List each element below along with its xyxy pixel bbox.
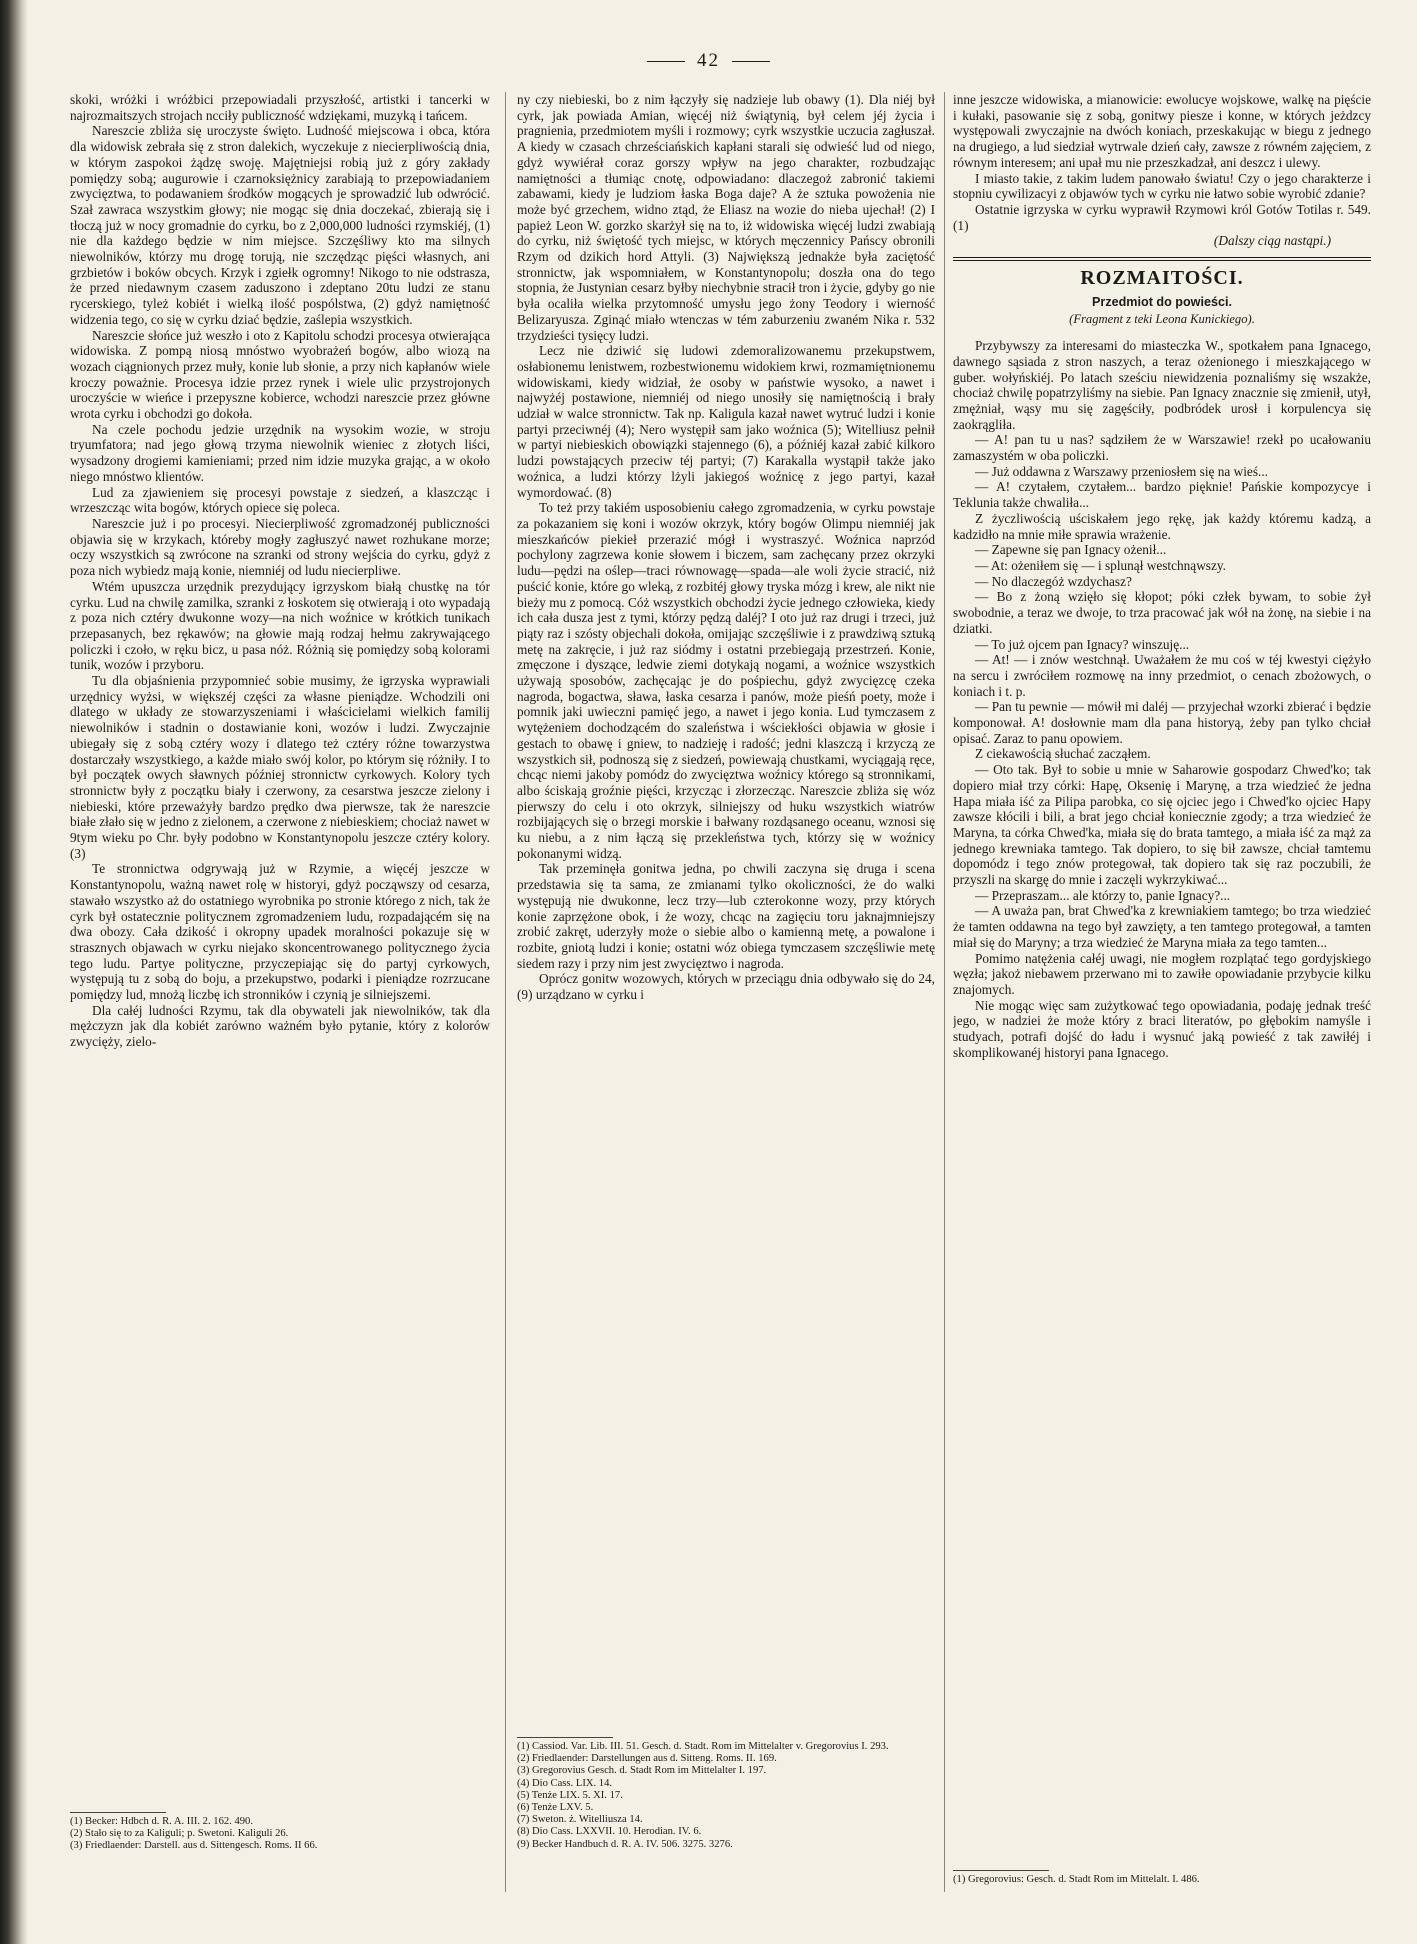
- footnote: (6) Tenże LXV. 5.: [517, 1802, 594, 1814]
- paragraph: Tak przeminęła gonitwa jedna, po chwili zaczyna się druga i scena przedstawia się ta sama, ze zmianami tylko okoliczności, że do walki występują nie dwukonne, lecz trzy—lub czterokonne wozy, przy których konie zaprzężone obok, i że wozy, chcąc na zagięciu toru jaknajmniejszy zrobić zakręt, uderzyły może o siebie albo o kamienną metę, a powalone i rozbite, gniotą ludzi i konie; ostatni wóz obiega tymczasem szczęśliwie metę siedem razy i przy nim jest zwycięztwo i nagroda.: [517, 861, 935, 971]
- footnote: (1) Gregorovius: Gesch. d. Stadt Rom im Mittelalt. I. 486.: [953, 1874, 1200, 1885]
- footnotes-column-3: [953, 1870, 1371, 1886]
- continued-note: (Dalszy ciąg nastąpi.): [1213, 233, 1331, 249]
- column-2: [517, 92, 935, 1892]
- paragraph: Pomimo natężenia całéj uwagi, nie mogłem rozplątać tego gordyjskiego węzła; jakoż niebawem przerwano mi to zawiłe opowiadanie przybycie kilku znajomych.: [953, 950, 1371, 997]
- column-rule: [505, 92, 506, 1892]
- footnotes-column-2: [517, 1737, 935, 1851]
- paragraph: Lecz nie dziwić się ludowi zdemoralizowanemu przekupstwem, osłabionemu lenistwem, rozbestwionemu widokiem krwi, rozmamiętnionemu widowiskami, kiedy widział, że osoby w państwie wysoko, a nawet i najwyżéj postawione, niemniéj od niego unosiły się namiętnością i brały udział w walce stronnictw. Tak np. Kaligula kazał nawet wytruć ludzi i konie partyi przeciwnéj (4); Nero występił sam jako woźnica (5); Witelliusz pełnił w partyi niebieskich obowiązki stajennego (6), a późniéj kazał zabić kilkoro ludzi powstających przeciw téj partyi; (7) Karakalla wystąpił także jako woźnica, a ludzi którzy lżyli jakiegoś woźnicę z jego partyi, kazał wymordować. (8): [517, 343, 935, 500]
- paragraph: — To już ojcem pan Ignacy? winszuję...: [975, 636, 1190, 652]
- paragraph: — A uważa pan, brat Chwed'ka z krewniakiem tamtego; bo trza wiedzieć że tamten oddawna na tego był zawzięty, a ten tamtego protegował, a tamten miał się do Maryny; a trza wiedzieć że Maryna miała za tego tamten...: [953, 903, 1371, 950]
- paragraph: — At! — i znów westchnął. Uważałem że mu coś w téj kwestyi ciężyło na sercu i zwróciłem rozmowę na inny przedmiot, o cenach zbożowych, o koniach i t. p.: [953, 652, 1371, 699]
- paragraph: Na czele pochodu jedzie urzędnik na wysokim wozie, w stroju tryumfatora; nad jego głową trzyma niewolnik wieniec z złotych liści, wysadzony drogiemi kamieniami; przed nim idzie muzyka grając, a w około niego mnóstwo klientów.: [70, 421, 490, 484]
- footnote: (5) Tenże LIX. 5. XI. 17.: [517, 1789, 623, 1801]
- paragraph: Ostatnie igrzyska w cyrku wyprawił Rzymowi król Gotów Totilas r. 549. (1): [953, 201, 1371, 233]
- paragraph: skoki, wróżki i wróżbici przepowiadali przyszłość, artistki i tancerki w najrozmaitszych strojach ncciły publiczność wdziękami, muzyką i tańcem.: [70, 92, 490, 123]
- footnote: (3) Friedlaender: Darstell. aus d. Sittengesch. Roms. II 66.: [70, 1840, 318, 1852]
- paragraph: Tu dla objaśnienia przypomnieć sobie musimy, że igrzyska wyprawiali urzędnicy wyżsi, w większéj części za własne pieniądze. Wchodzili oni dlatego w układy ze stowarzyszeniami i właścicielami wielkich familij niewolników i stadnin o dostawianie koni, wozów i ludzi. Zwyczajnie ubiegały się z sobą cztéry wozy i dlatego też cztéry różne towarzystwa dostarczały wszystkiego, a każde miało swój kolor, po którym się różniły. I to był początek owych sławnych później stronnictw cyrkowych. Kolory tych stronnictw były z początku biały i czerwony, za cesarstwa jeszcze zielony i niebieski, które przeważyły bardzo prędko dwa pierwsze, tak że nareszcie białe złało się w jedno z zielonem, a czerwone z niebieskiem; chociaż nawet w 9tym wieku po Chr. były podobno w Konstantynopolu jeszcze cztéry kolory. (3): [70, 673, 490, 861]
- footnote-rule: [953, 1870, 1049, 1871]
- footnote: (1) Becker: Hdbch d. R. A. III. 2. 162. 490.: [70, 1816, 254, 1827]
- footnote: (2) Stało się to za Kaliguli; p. Swetoni. Kaliguli 26.: [70, 1828, 289, 1840]
- paragraph: — Bo z żoną wzięło się kłopot; póki człek bywam, to sobie żył swobodnie, a teraz we dwoje, to trza pracować jak wół na żonę, na siebie i na dziatki.: [953, 589, 1371, 636]
- footnotes-column-1: [70, 1812, 490, 1853]
- section-title: ROZMAITOŚCI.: [1080, 267, 1244, 290]
- footnote: (1) Cassiod. Var. Lib. III. 51. Gesch. d. Stadt. Rom im Mittelalter v. Gregorovius I. 293.: [517, 1741, 889, 1752]
- paragraph: Nareszcie już i po procesyi. Niecierpliwość zgromadzonéj publiczności objawia się w krzykach, któreby mogły zagłuszyć nawet rozhukane morze; oczy wszystkich są zwrócone na szranki od strony wejścia do cyrku, gdyż z poza nich wybiedz mają konie, niemniéj od ludu niecierpliwe.: [70, 515, 490, 579]
- paragraph: Z ciekawością słuchać zacząłem.: [975, 746, 1151, 762]
- article-title: Przedmiot do powieści.: [1092, 294, 1232, 309]
- paragraph: Nie mogąc więc sam zużytkować tego opowiadania, podaję jednak treść jego, w nadziei że może który z braci literatów, po głębokim namyśle i studyach, potrafi dojść do ładu i wysnuć jaką powieść z tak zawiłéj i skomplikowanéj historyi pana Ignacego.: [953, 997, 1371, 1060]
- article-source-note: (Fragment z teki Leona Kunickiego).: [1069, 312, 1255, 327]
- footnote: (9) Becker Handbuch d. R. A. IV. 506. 3275. 3276.: [517, 1838, 733, 1850]
- section-divider: [953, 257, 1371, 261]
- page-number: 42: [0, 50, 1417, 72]
- paragraph: Wtém upuszcza urzędnik prezydujący igrzyskom białą chustkę na tór cyrku. Lud na chwilę zamilka, szranki z łoskotem się otwierają i oto wypadają z poza nich cztéry dwukonne wozy—na nich woźnice w krótkich tunikach przepasanych, bez rękawów; na głowie mają rodzaj hełmu zakrywającego policzki i czoło, w ręku bicz, u pasa nóż. Różnią się pomiędzy sobą kolorami tunik, wozów i przyboru.: [70, 578, 490, 673]
- footnote: (4) Dio Cass. LIX. 14.: [517, 1777, 613, 1789]
- paragraph: — Pan tu pewnie — mówił mi daléj — przyjechał wzorki zbierać i będzie komponował. A! dosłownie mam dla pana historyą, żeby pan tylko chciał opisać. Zaraz to panu opowiem.: [953, 699, 1371, 746]
- footnote-rule: [517, 1737, 613, 1738]
- paragraph: inne jeszcze widowiska, a mianowicie: ewolucye wojskowe, walkę na pięście i kułaki, pasowanie się z sobą, gonitwy piesze i konne, w których jeżdzcy występowali zwyczajnie na dwóch koniach, przeskakując w biegu z jednego na drugiego, a lud siedział wytrwale dzień cały, zawsze z równém zajęciem, z równym interesem; ani upał mu nie przeszkadzał, ani deszcz i ulewy.: [953, 92, 1371, 170]
- paragraph: Oprócz gonitw wozowych, których w przeciągu dnia odbywało się do 24, (9) urządzano w cyrku i: [517, 971, 935, 1003]
- paragraph: — Oto tak. Był to sobie u mnie w Saharowie gospodarz Chwed'ko; tak dopiero miał trzy córki: Hapę, Oksenię i Marynę, a trza wiedzieć że jedna Hapa miała iść za Pilipa parobka, co się ojciec jego i Chwed'ko ojciec Hapy zawsze kłócili i bili, a brat jego chciał koniecznie zgody; a trza wiedzieć że Maryna, ta córka Chwed'ka, miała się do brata tamtego, a miała iść za mąż za jednego krewniaka tamtego. Tak dopiero, to się bił zawsze, chciał tamtemu dopomódz i tego znów protegował, tak dopiero tak się raz poczubili, że przyszli na skargę do mnie i zaczęli wykrzykiwać...: [953, 762, 1371, 888]
- column-1: [70, 92, 490, 1892]
- paragraph: To też przy takiém usposobieniu całego zgromadzenia, w cyrku powstaje za pokazaniem się koni i wozów okrzyk, który bogów Olimpu niemniéj jak mieszkańców piekieł przerazić mógł i wystraszyć. Woźnica naprzód pochylony zagrzewa konie słowem i biczem, sam zachęcany przez okrzyki ludu—pędzi na oślep—traci równowagę—spada—ale woli życie stracić, niż puścić konie, które go wleką, z rozbitéj głowy tryska mózg i krew, ale nikt nie bieży mu z pomocą. Cóż wszystkich obchodzi życie jednego człowieka, kiedy ich cała dusza jest z tymi, którzy pędzą daléj? I oto już raz drugi i trzeci, już piąty raz i szósty objechali dokoła, omijając szczęśliwie i z prawdziwą sztuką metę na zakręcie, i już raz siódmy i ostatni przebiegają przestrzeń. Konie, zmęczone i dyszące, ledwie ziemi dotykają nogami, a woźnice wszystkich używają sposobów, zachęcając je do pośpiechu, gdyż zwycięzcę czeka nagroda, bogactwa, sława, łaska cesarza i panów, może pieśń poety, może i pomnik jaki uwieczni pamięć jego, a nawet i jego konia. Lud tymczasem z wytężeniem dochodzącém do szaleństwa i wściekłości objawia w głosie i gestach to obawę i gniew, to nadzieję i radość; jedni klaszczą i krzyczą ze wszystkich sił, podnoszą się z siedzeń, powiewają chustkami, wyciągają ręce, chcąc niemi jakoby pomódz do zwycięztwa woźnicy którego są stronnikami, albo ściskają groźnie pięści, krzycząc i złorzecząc. Nareszcie zbliża się wóz pierwszy do celu i oto okrzyk, silniejszy od huku wszystkich wiatrów rozbijających się o brzegi morskie i bałwany rozdąsanego oceanu, wznosi się ku niebu, a z nim łączą się przekleństwa tych, którzy się w woźnicy pokonanymi widzą.: [517, 500, 935, 861]
- paragraph: Z życzliwością uściskałem jego rękę, jak każdy któremu kadzą, a kadzidło na mnie miłe sprawia wrażenie.: [953, 510, 1371, 542]
- footnote: (3) Gregorovius Gesch. d. Stadt Rom im Mittelalter I. 197.: [517, 1765, 767, 1777]
- footnote: (7) Sweton. ż. Witelliusza 14.: [517, 1814, 643, 1826]
- paragraph: Nareszcie słońce już weszło i oto z Kapitolu schodzi procesya otwierająca widowiska. Z pompą niosą mnóstwo wyobrażeń bogów, albo wiozą na wozach ciągnionych przez muły, konie lub słonie, a przy nich kapłanów wiele kroczy poważnie. Procesya idzie przez rynek i wiele ulic przystrojonych uroczyście w wieńce i przepyszne kobierce, wchodzi nareszcie przez główne wrota cyrku i obchodzi go dokoła.: [70, 327, 490, 422]
- column-rule: [944, 92, 945, 1892]
- column-3: [953, 92, 1371, 1892]
- paragraph: — Przepraszam... ale którzy to, panie Ignacy?...: [975, 887, 1231, 903]
- paragraph: Lud za zjawieniem się procesyi powstaje z siedzeń, a klaszcząc i wrzeszcząc wita bogów, których opiece się poleca.: [70, 484, 490, 516]
- paragraph: — Zapewne się pan Ignacy ożenił...: [975, 542, 1167, 558]
- paragraph: — At: ożeniłem się — i splunął westchnąwszy.: [975, 557, 1226, 573]
- paragraph: — No dlaczegóż wzdychasz?: [975, 573, 1132, 589]
- paragraph: Przybywszy za interesami do miasteczka W., spotkałem pana Ignacego, dawnego sąsiada z stron naszych, a teraz ożenionego i mieszkającego w guber. wołyńskiéj. Po latach sześciu niewidzenia poznaliśmy się wszakże, chociaż chwilę popatrzyliśmy na siebie. Pan Ignacy znacznie się zmienił, utył, zmężniał, wąsy mu się zagęściły, podbródek urosł i korpulencya się zaokrągliła.: [953, 338, 1371, 432]
- footnote: (2) Friedlaender: Darstellungen aus d. Sitteng. Roms. II. 169.: [517, 1753, 777, 1765]
- paragraph: ny czy niebieski, bo z nim łączyły się nadzieje lub obawy (1). Dla niéj był cyrk, jak powiada Amian, więcéj niż świątynią, był celem jéj życia i pragnienia, przedmiotem myśli i rozmowy; cyrk wszystkie uczucia zagłuszał. A kiedy w czasach chrześciańskich kapłani starali się odwieść lud od niego, gdyż wywiérał coraz gorszy wpływ na jego charakter, rozbudzając namiętności a tłumiąc cnotę, odpowiadano: dlaczegoż zabronić takiemi zabawami, kiedy je ludziom łaska Boga daje? A że sztuka powożenia nie może być grzechem, widno ztąd, że Eliasz na wozie do nieba ujechał! (2) I papież Leon W. gorzko skarżył się na to, iż widowiska więcéj ludzi zwabiają do cyrku, niż świętość tych miejsc, w których męczennicy Pańscy obronili Rzym od dzikich hord Attyli. (3) Największą jednakże była zaciętość stronnictw, jak wspomniałem, w Konstantynopolu; doszła ona do tego stopnia, że Justynian cesarz byłby niechybnie stracił tron i życie, gdyby go nie była ocaliła wielka przytomność umysłu jego żony Teodory i wierność Belizaryusza. Zginąć miało wtenczas w tém zaburzeniu zwaném Nika r. 532 trzydzieści tysięcy ludzi.: [517, 92, 935, 343]
- paragraph: Te stronnictwa odgrywają już w Rzymie, a więcéj jeszcze w Konstantynopolu, ważną nawet rolę w historyi, gdyż począwszy od cesarza, stawało wszystko aż do ostatniego wyrobnika po stronie którego z nich, tak że cyrk był ostatecznie politycznem zgromadzeniem ludu, rozpadającém się na dwa obozy. Cała dzikość i okropny upadek moralności pokazuje się w strasznych objawach w cyrku niejako skoncentrowanego politycznego życia tego ludu. Partye polityczne, przyczepiając się do partyj cyrkowych, występują tu z sobą do boju, a przekupstwo, podarki i pieniądze rozrzucane pomiędzy lud, mnożą liczbę ich stronników i czynią je silniejszemi.: [70, 861, 490, 1003]
- paragraph: — A! pan tu u nas? sądziłem że w Warszawie! rzekł po ucałowaniu zamaszystém w oba policzki.: [953, 432, 1371, 464]
- paragraph: — Już oddawna z Warszawy przeniosłem się na wieś...: [975, 463, 1268, 479]
- footnote: (8) Dio Cass. LXXVII. 10. Herodian. IV. 6.: [517, 1826, 702, 1838]
- paragraph: — A! czytałem, czytałem... bardzo pięknie! Pańskie kompozycye i Teklunia także chwaliła...: [953, 479, 1371, 511]
- paragraph: Dla całéj ludności Rzymu, tak dla obywateli jak niewolników, tak dla mężczyzn jak dla kobiét zarówno ważném było pytanie, który z kolorów zwycięży, zielo-: [70, 1002, 490, 1050]
- paragraph: Nareszcie zbliża się uroczyste święto. Ludność miejscowa i obca, która dla widowisk zebrała się z stron dalekich, wyczekuje z niecierpliwością dnia, w którym zaspokoi żądzę swoję. Majętniejsi robią już z góry zakłady pomiędzy sobą; augurowie i czarnoksiężnicy zarabiają to przepowiadaniem zwycięztwa, to podawaniem środków mogących je sprowadzić lub odwrócić. Szał zawraca wszystkim głowy; nie mogąc się dnia doczekać, zbierają się i tłoczą już w nocy gromadnie do cyrku, bo z 2,000,000 ludności rzymskiéj, (1) nie dla każdego będzie w nim miejsce. Szczęśliwy kto ma silnych niewolników, którzy mu drogę torują, nie szczędząc pięści własnych, ani grzbietów i boków obcych. Krzyk i zgiełk ogromny! Nikogo to nie odstrasza, że przed niedawnym czasem zaduszono i zdeptano 20tu ludzi ze stanu rycerskiego, tyleż kobiét i wielką ilość pospólstwa, (2) gdyż namiętność widzenia tego, co się w cyrku dziać będzie, zaślepia wszystkich.: [70, 123, 490, 327]
- paragraph: I miasto takie, z takim ludem panowało światu! Czy o jego charakterze i stopniu cywilizacyi z objawów tych w cyrku nie łatwo sobie wyrobić zdanie?: [953, 170, 1371, 202]
- footnote-rule: [70, 1812, 166, 1813]
